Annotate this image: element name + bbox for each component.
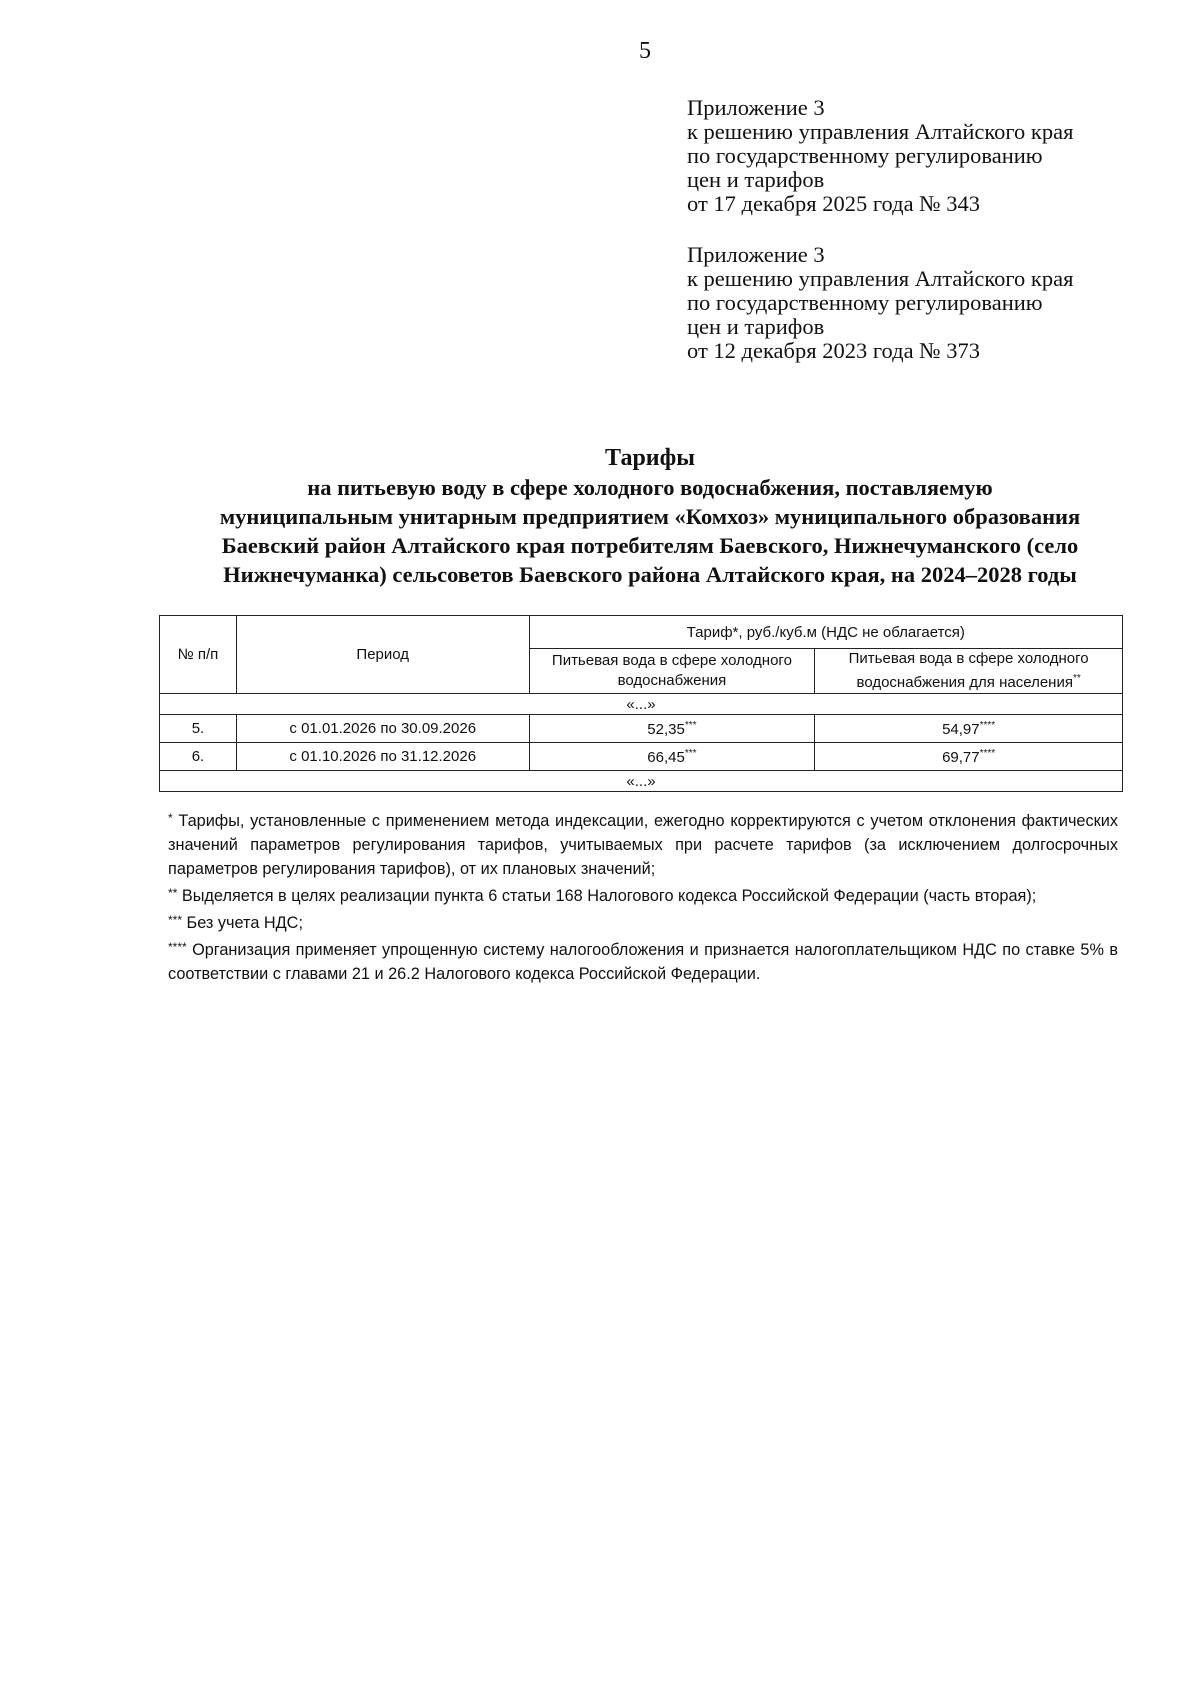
appendix-date: от 12 декабря 2023 года № 373 (687, 338, 981, 363)
appendix-line: по государственному регулированию (687, 143, 1043, 168)
footnote (168, 935, 1118, 986)
appendix-title: Приложение 3 (687, 95, 825, 120)
footnote-mark: *** (684, 719, 697, 731)
appendix-header-current (687, 96, 1073, 216)
footnote (168, 806, 1118, 881)
tariff-value: 52,35 (647, 720, 685, 738)
footnote-text: Выделяется в целях реализации пункта 6 статьи 168 Налогового кодекса Российской Федерации (часть вторая); (177, 887, 1037, 905)
appendix-header-original (687, 243, 1073, 363)
title-line: Баевский район Алтайского края потребителям Баевского, Нижнечуманского (село (221, 533, 1079, 558)
header-tariff-group: Тариф*, руб./куб.м (НДС не облагается) (529, 616, 1122, 649)
appendix-title: Приложение 3 (687, 242, 825, 267)
header-tariff-population (815, 649, 1123, 694)
title-line: на питьевую воду в сфере холодного водоснабжения, поставляемую (307, 475, 993, 500)
header-period: Период (236, 616, 529, 694)
omitted-rows-marker: «...» (160, 771, 1123, 792)
footnote-mark: *** (168, 913, 183, 927)
appendix-line: цен и тарифов (687, 314, 825, 339)
title-line: Нижнечуманка) сельсоветов Баевского района Алтайского края, на 2024–2028 годы (223, 562, 1077, 587)
footnote-mark: *** (684, 747, 697, 759)
tariff-value: 69,77 (942, 748, 980, 766)
row-tariff-general (529, 715, 815, 743)
footnote-mark: **** (979, 747, 996, 759)
row-number: 5. (160, 715, 237, 743)
header-tariff-population-label: Питьевая вода в сфере холодного водоснабжения для населения (848, 650, 1089, 691)
appendix-line: к решению управления Алтайского края (687, 119, 1074, 144)
appendix-line: цен и тарифов (687, 167, 825, 192)
tariff-value: 66,45 (647, 748, 685, 766)
row-tariff-population (815, 743, 1123, 771)
document-title (150, 444, 1150, 589)
row-number: 6. (160, 743, 237, 771)
footnote-text: Организация применяет упрощенную систему налогообложения и признается налогоплательщиком НДС по ставке 5% в соответствии с главами 21 и 26.2 Налогового кодекса Российской Федерации. (168, 941, 1118, 983)
row-tariff-general (529, 743, 815, 771)
title-line: муниципальным унитарным предприятием «Комхоз» муниципального образования (219, 504, 1081, 529)
footnotes (168, 806, 1118, 986)
tariff-table (159, 615, 1123, 792)
appendix-date: от 17 декабря 2025 года № 343 (687, 191, 981, 216)
footnote (168, 908, 1118, 935)
table-row (160, 743, 1123, 771)
omitted-rows-marker: «...» (160, 694, 1123, 715)
footnote-text: Тарифы, установленные с применением метода индексации, ежегодно корректируются с учетом отклонения фактических значений параметров регулирования тарифов, учитываемых при расчете тарифов (за исключением долгосрочных параметров регулирования тарифов), от их плановых значений; (168, 812, 1118, 878)
page-number: 5 (639, 38, 651, 64)
row-tariff-population (815, 715, 1123, 743)
header-tariff-general: Питьевая вода в сфере холодного водоснабжения (529, 649, 815, 694)
row-period: с 01.10.2026 по 31.12.2026 (236, 743, 529, 771)
footnote-text: Без учета НДС; (182, 914, 303, 932)
footnote-mark: ** (168, 886, 178, 900)
footnote-mark: * (168, 811, 173, 825)
footnote-mark: **** (168, 940, 187, 954)
table-row (160, 715, 1123, 743)
footnote (168, 881, 1118, 908)
footnote-mark: ** (1072, 673, 1081, 684)
appendix-line: к решению управления Алтайского края (687, 266, 1074, 291)
appendix-line: по государственному регулированию (687, 290, 1043, 315)
header-number: № п/п (160, 616, 237, 694)
row-period: с 01.01.2026 по 30.09.2026 (236, 715, 529, 743)
tariff-value: 54,97 (942, 720, 980, 738)
title-heading: Тарифы (605, 445, 695, 471)
footnote-mark: **** (979, 719, 996, 731)
